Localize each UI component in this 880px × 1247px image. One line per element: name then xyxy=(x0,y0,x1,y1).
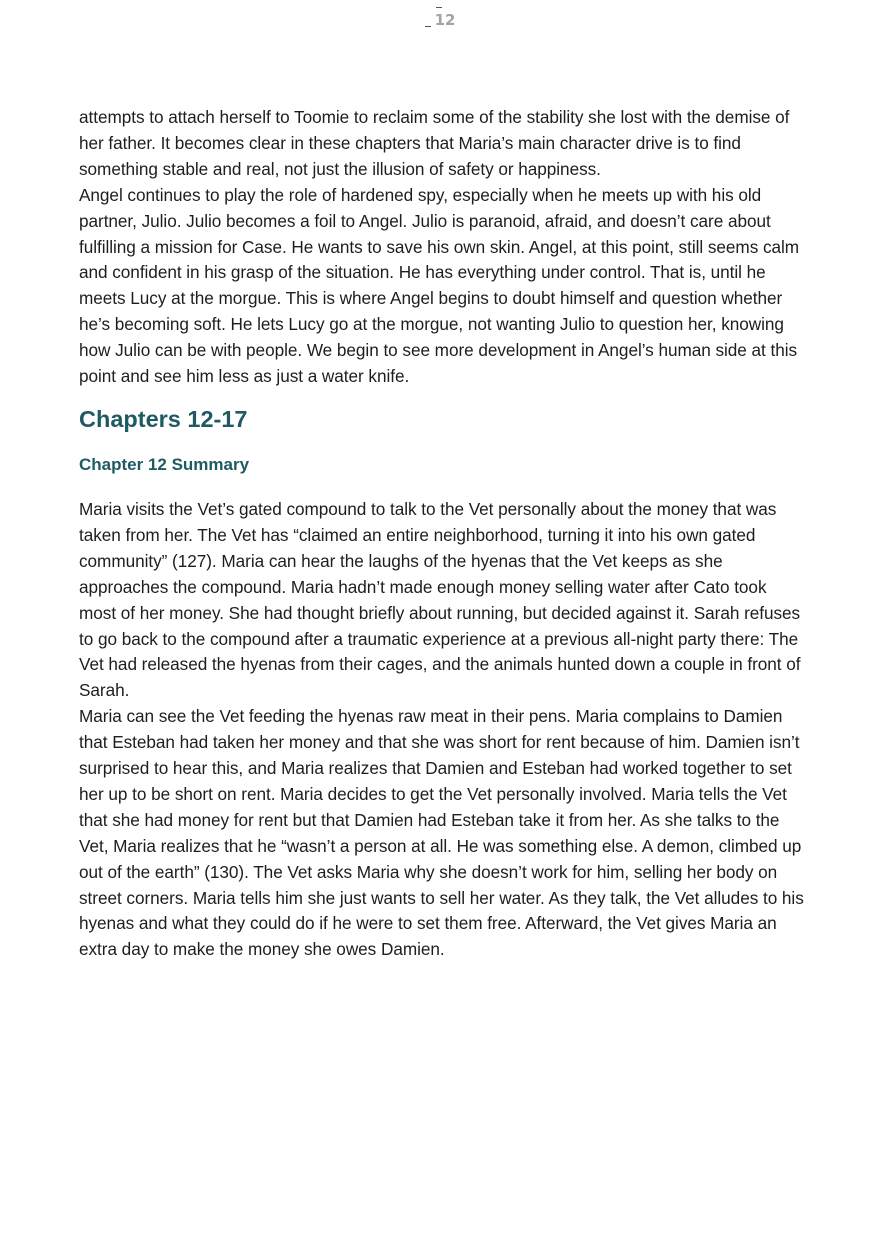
page-number-mark-top xyxy=(436,7,442,8)
summary-paragraph-2: Maria can see the Vet feeding the hyenas raw meat in their pens. Maria complains to Damien that Esteban had taken her money and that she was short for rent because of him. Damien isn’t surprised to hear this, and Maria realizes that Damien and Esteban had worked together to set her up to be short on rent. Maria decides to get the Vet personally involved. Maria tells the Vet that she had money for rent but that Damien had Esteban take it from her. As she talks to the Vet, Maria realizes that he “wasn’t a person at all. He was something else. A demon, climbed up out of the earth” (130). The Vet asks Maria why she doesn’t work for him, selling her body on street corners. Maria tells him she just wants to sell her water. As they talk, the Vet alludes to his hyenas and what they could do if he were to set them free. Afterward, the Vet gives Maria an extra day to make the money she owes Damien. xyxy=(79,706,804,960)
page-number xyxy=(425,13,456,28)
page-header xyxy=(0,12,880,30)
summary-paragraph-1: Maria visits the Vet’s gated compound to talk to the Vet personally about the money that was taken from her. The Vet has “claimed an entire neighborhood, turning it into his own gated community” (127). Maria can hear the laughs of the hyenas that the Vet keeps as she approaches the compound. Maria hadn’t made enough money selling water after Cato took most of her money. She had thought briefly about running, but decided against it. Sarah refuses to go back to the compound after a traumatic experience at a previous all-night party there: The Vet had released the hyenas from their cages, and the animals hunted down a couple in front of Sarah. xyxy=(79,498,801,701)
section-heading: Chapters 12-17 xyxy=(79,405,248,432)
intro-paragraph-1: attempts to attach herself to Toomie to reclaim some of the stability she lost with the demise of her father. It becomes clear in these chapters that Maria’s main character drive is to find something stable and real, not just the illusion of safety or happiness. xyxy=(79,107,790,179)
document-body xyxy=(79,105,805,963)
intro-paragraph-2: Angel continues to play the role of hardened spy, especially when he meets up with his old partner, Julio. Julio becomes a foil to Angel. Julio is paranoid, afraid, and doesn’t care about fulfilling a mission for Case. He wants to save his own skin. Angel, at this point, still seems calm and confident in his grasp of the situation. He has everything under control. That is, until he meets Lucy at the morgue. This is where Angel begins to doubt himself and question whether he’s becoming soft. He lets Lucy go at the morgue, not wanting Julio to question her, knowing how Julio can be with people. We begin to see more development in Angel’s human side at this point and see him less as just a water knife. xyxy=(79,184,800,387)
subsection-heading: Chapter 12 Summary xyxy=(79,454,250,474)
page-number-mark-left xyxy=(425,26,431,27)
page-number-text: 12 xyxy=(434,11,456,29)
